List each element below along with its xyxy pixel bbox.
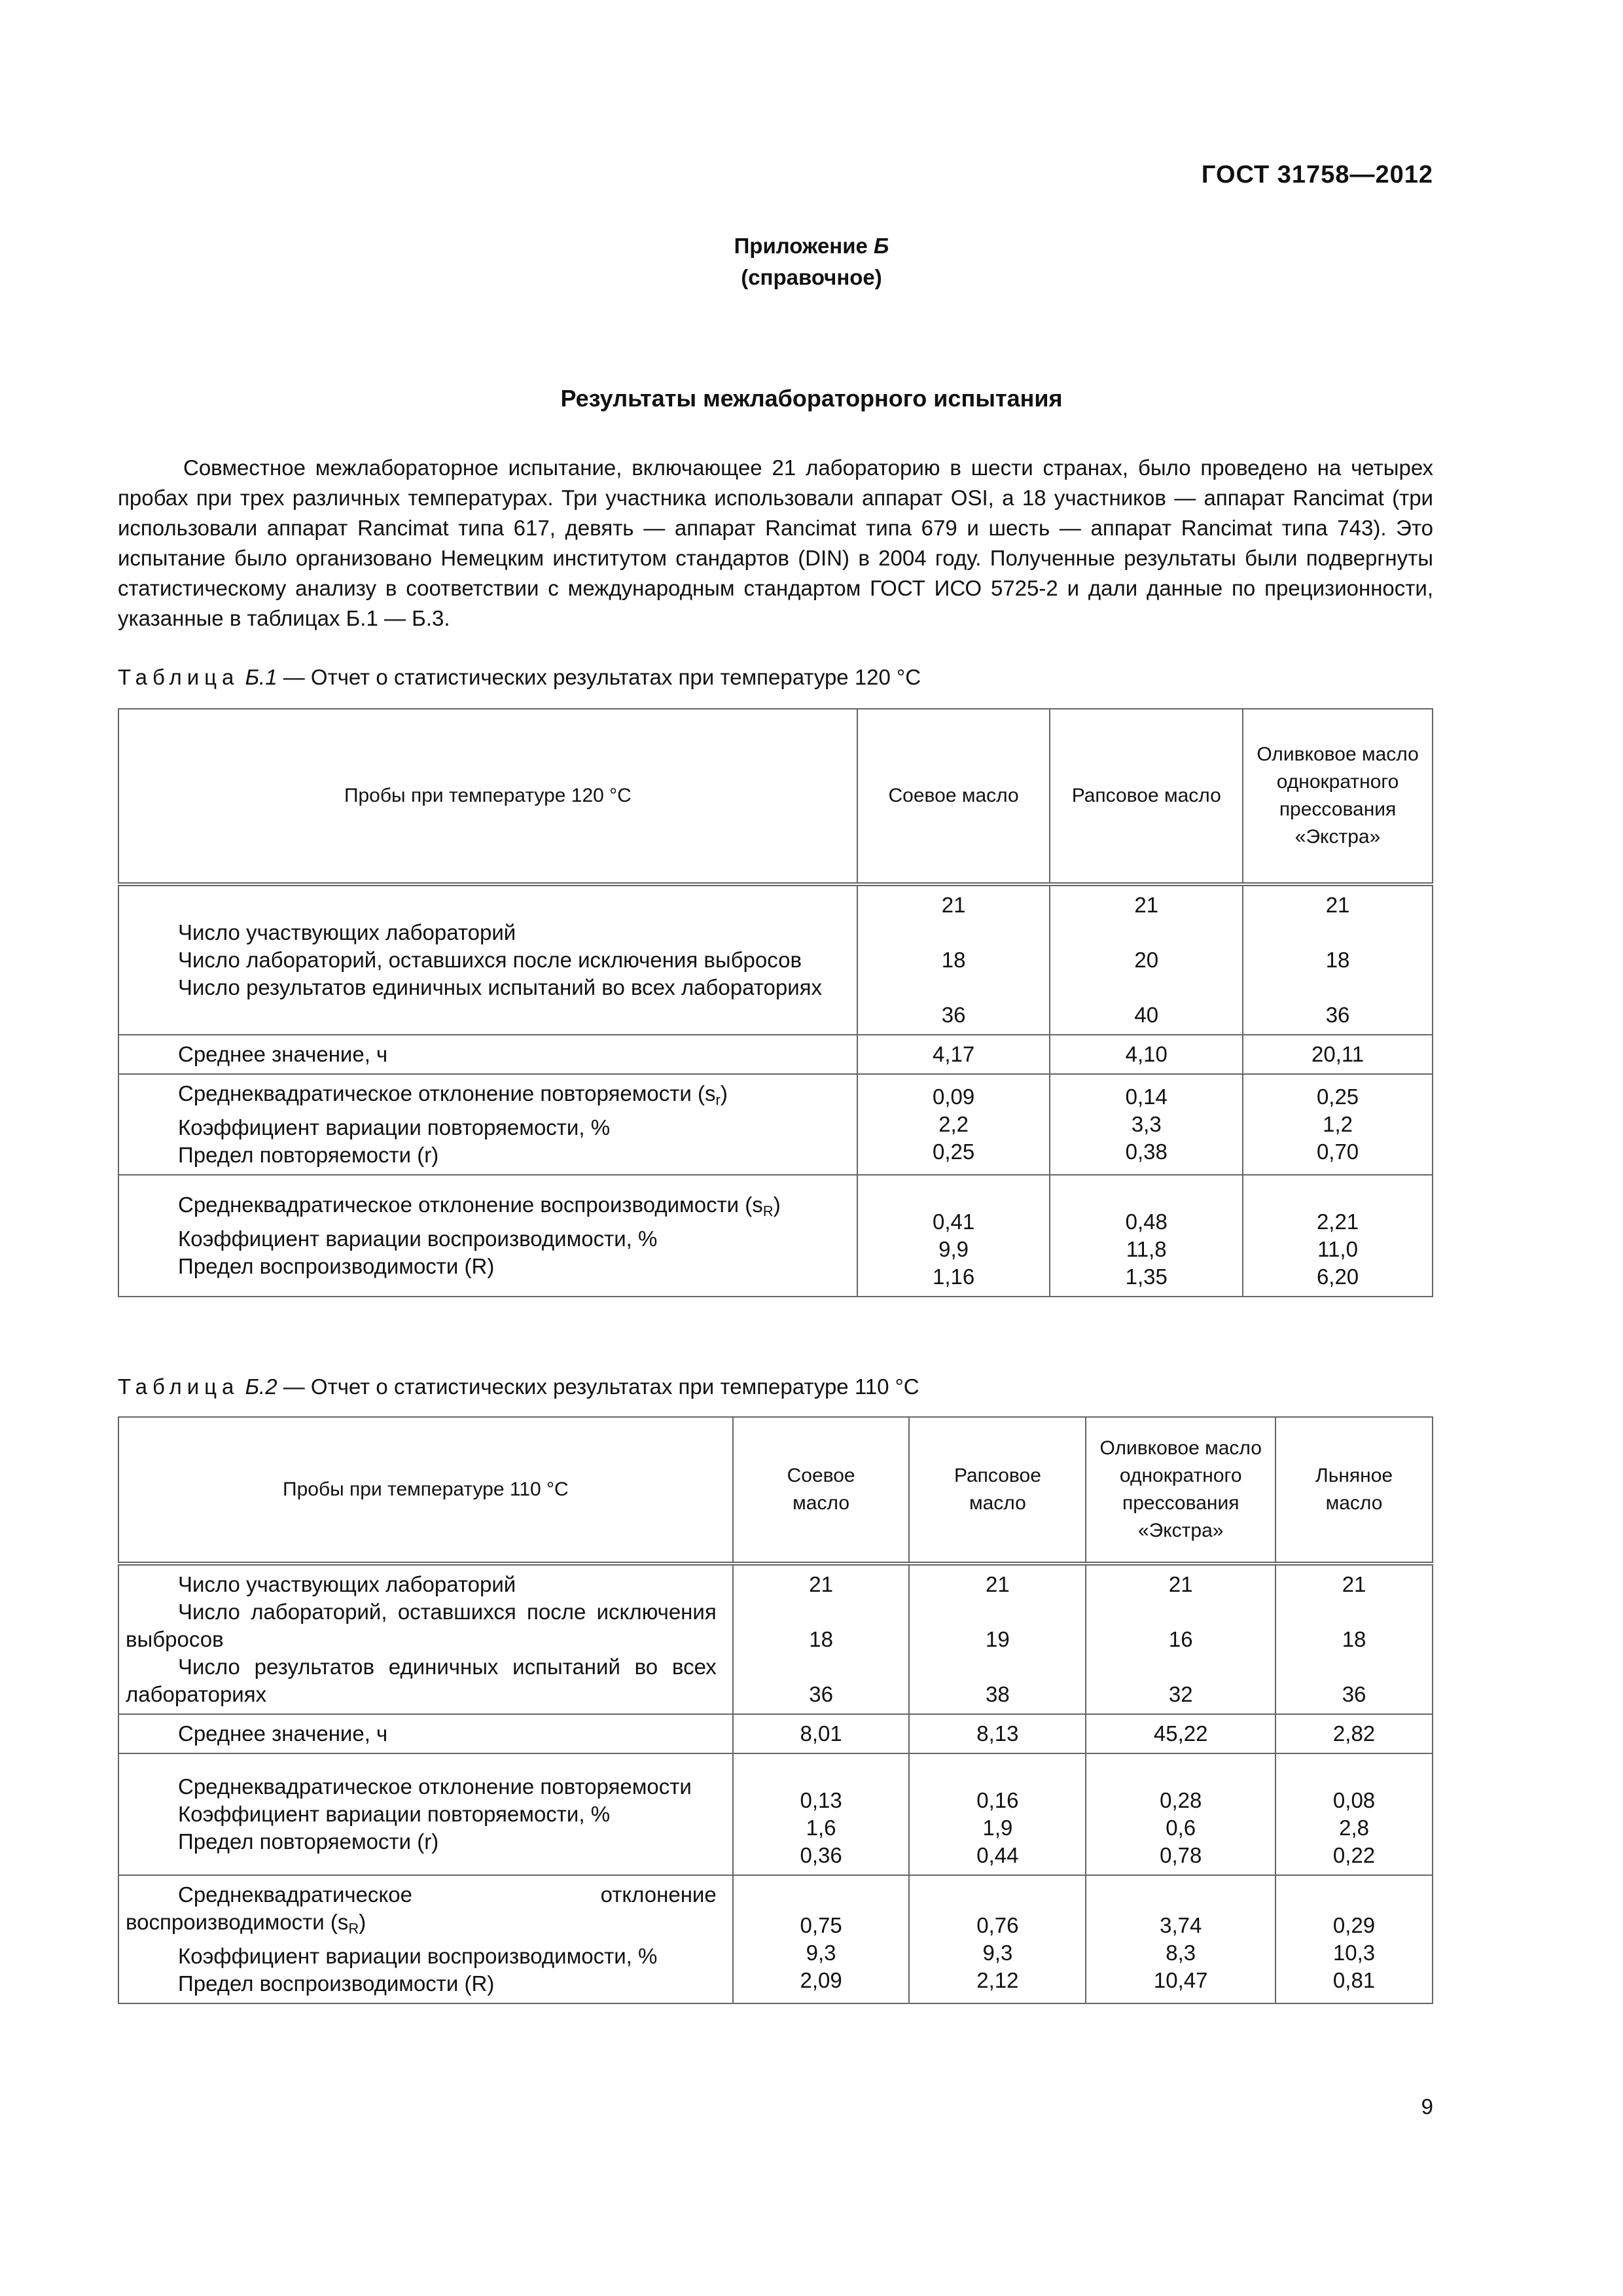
table1 [118,708,1433,1297]
table2-cell: 8,13 [909,1714,1086,1753]
cell-value: 0,25 [1316,1085,1359,1109]
cell-value: 18 [1325,948,1350,972]
symbol-close: ) [359,1910,366,1934]
symbol: (s [745,1193,763,1217]
cell-value: 3,74 [1160,1913,1202,1937]
row-label: Предел воспроизводимости (R) [178,1971,495,1996]
table2-labels-repeatability [118,1753,733,1875]
row-label: Среднее значение, ч [178,1721,388,1746]
table-row [118,1564,1433,1714]
table1-labels-reproducibility [118,1175,857,1297]
cell-value: 21 [1325,893,1350,917]
cell-value: 0,44 [976,1843,1019,1867]
cell-value: 11,0 [1317,1237,1358,1261]
row-label [126,1191,841,1225]
cell-value: 21 [1342,1572,1366,1596]
row-label: Число результатов единичных испытаний во всех лабораториях [178,975,823,999]
annex-prefix: Приложение [734,234,868,258]
cell-value: 36 [941,1003,966,1027]
table1-cell [1050,1074,1243,1175]
table1-caption-rest: — Отчет о статистических результатах при температуре 120 °С [277,665,921,689]
symbol-close: ) [773,1193,781,1217]
table2-cell: 45,22 [1086,1714,1275,1753]
cell-value: 0,81 [1332,1968,1376,1992]
cell-value: 40 [1134,1003,1159,1027]
row-label [126,1080,841,1114]
table2-cell [1275,1564,1433,1714]
cell-value: 2,8 [1339,1816,1369,1840]
document-code: ГОСТ 31758—2012 [1201,161,1433,188]
table2-cell [733,1753,910,1875]
table-row [118,1753,1433,1875]
table2-cell [733,1875,910,2003]
table2-caption-rest: — Отчет о статистических результатах при температуре 110 °С [277,1374,919,1399]
row-label: Предел повторяемости (r) [178,1829,439,1854]
table1-caption-num: Б.1 [245,665,277,689]
cell-value: 10,3 [1332,1941,1376,1965]
cell-value: 1,16 [932,1265,975,1289]
cell-value: 1,9 [982,1816,1013,1840]
section-title: Результаты межлабораторного испытания [560,385,1063,412]
row-label: Число результатов единичных испытаний во всех лабораториях [126,1655,717,1706]
row-label: Число лабораторий, оставшихся после исключения выбросов [126,1600,717,1651]
table2-caption-word: Таблица [118,1374,240,1399]
table2-header-olive: Оливковое масло однократного прессования «Экстра» [1086,1417,1275,1564]
table2-cell [733,1564,910,1714]
cell-value: 0,6 [1166,1816,1196,1840]
table1-cell [857,1074,1050,1175]
table2-cell [909,1564,1086,1714]
cell-value: 21 [809,1572,833,1596]
annex-type: (справочное) [741,265,882,289]
cell-value: 0,25 [932,1139,975,1164]
cell-value: 18 [809,1627,833,1651]
table1-cell [857,884,1050,1035]
cell-value: 0,36 [800,1843,842,1867]
table2-cell: 8,01 [733,1714,910,1753]
table1-cell [1050,1175,1243,1297]
cell-value: 0,09 [932,1085,975,1109]
row-label: Коэффициент вариации воспроизводимости, % [178,1944,658,1968]
cell-value: 9,3 [982,1941,1013,1965]
cell-value: 21 [986,1572,1010,1596]
intro-text: Совместное межлабораторное испытание, включающее 21 лабораторию в шести странах, было проведено на четырех пробах при трех различных температурах. Три участника использовали аппарат OSI, а 18 участников — аппарат Rancimat (три использовали аппарат Rancimat типа 617, девять — аппарат Rancimat типа 679 и шесть — аппарат Rancimat типа 743). Это испытание было организовано Немецким институтом стандартов (DIN) в 2004 году. Полученные результаты были подвергнуты статистическому анализу в соответствии с международным стандартом ГОСТ ИСО 5725-2 и дали данные по прецизионности, указанные в таблицах Б.1 — Б.3. [118,456,1433,630]
row-label: Коэффициент вариации повторяемости, % [178,1802,611,1826]
table2-cell [909,1753,1086,1875]
cell-value: 38 [986,1682,1010,1706]
table2-cell [1086,1753,1275,1875]
table1-labels-counts [118,884,857,1035]
symbol: (s [330,1910,349,1934]
row-label: Число участвующих лабораторий [178,920,516,944]
table-row [118,1875,1433,2003]
row-label: Предел повторяемости (r) [178,1143,439,1167]
row-label: Коэффициент вариации воспроизводимости, % [178,1227,658,1251]
table1-cell: 4,10 [1050,1035,1243,1074]
cell-value: 6,20 [1316,1265,1359,1289]
cell-value: 0,76 [976,1913,1019,1937]
cell-value: 0,28 [1160,1788,1202,1812]
cell-value: 32 [1168,1682,1193,1706]
table-row [118,1035,1433,1074]
cell-value: 2,21 [1316,1210,1359,1234]
cell-value: 21 [941,893,966,917]
cell-value: 10,47 [1153,1968,1208,1992]
cell-value: 0,22 [1332,1843,1376,1867]
table1-labels-repeatability [118,1074,857,1175]
cell-value: 21 [1134,893,1159,917]
row-label-text: Среднеквадратическое отклонение воспроизводимости [178,1193,740,1217]
table1-caption [118,665,921,690]
symbol-sub: R [762,1203,774,1219]
cell-value: 2,09 [800,1968,842,1992]
cell-value: 0,48 [1125,1210,1168,1234]
table2-header-samples: Пробы при температуре 110 °С [118,1417,733,1564]
table2-caption-num: Б.2 [245,1374,277,1399]
cell-value: 9,9 [938,1237,969,1261]
cell-value: 0,13 [800,1788,842,1812]
table2-header-soy: Соевое масло [733,1417,910,1564]
row-label-text: Среднеквадратическое отклонение повторяемости [178,1081,692,1105]
table2-cell [1275,1753,1433,1875]
table2-caption [118,1374,919,1399]
table1-header-olive: Оливковое масло однократного прессования «Экстра» [1243,709,1433,884]
row-label: Среднеквадратическое отклонение повторяемости [178,1774,692,1799]
symbol-sub: R [348,1920,359,1937]
table1-cell [1243,884,1433,1035]
table2-cell [1086,1564,1275,1714]
row-label-text: Среднеквадратическое отклонение воспроизводимости [126,1882,717,1934]
cell-value: 0,38 [1125,1139,1168,1164]
cell-value: 0,78 [1160,1843,1202,1867]
cell-value: 0,75 [800,1913,842,1937]
cell-value: 11,8 [1126,1237,1167,1261]
annex-heading [0,230,1623,293]
table-row [118,1714,1433,1753]
table1-label-mean [118,1035,857,1074]
table2-cell [1275,1875,1433,2003]
cell-value: 36 [1342,1682,1366,1706]
table1-cell [1050,884,1243,1035]
table2-header-linseed: Льняное масло [1275,1417,1433,1564]
symbol-close: ) [720,1081,728,1105]
cell-value: 0,41 [932,1210,975,1234]
cell-value: 0,70 [1316,1139,1359,1164]
table1-cell [1243,1074,1433,1175]
cell-value: 2,2 [938,1112,969,1136]
cell-value: 16 [1168,1627,1193,1651]
table1-cell [857,1175,1050,1297]
symbol: (s [698,1081,716,1105]
row-label: Число лабораторий, оставшихся после исключения выбросов [178,948,802,972]
cell-value: 1,6 [806,1816,836,1840]
row-label: Среднее значение, ч [178,1042,388,1066]
table1-cell [1243,1175,1433,1297]
table-row [118,1175,1433,1297]
cell-value: 0,14 [1125,1085,1168,1109]
table2-cell: 2,82 [1275,1714,1433,1753]
table-row [118,884,1433,1035]
cell-value: 9,3 [806,1941,836,1965]
table2-label-mean [118,1714,733,1753]
table2 [118,1416,1433,2004]
intro-paragraph [118,453,1433,634]
cell-value: 18 [941,948,966,972]
cell-value: 36 [809,1682,833,1706]
table1-header-rapeseed: Рапсовое масло [1050,709,1243,884]
cell-value: 18 [1342,1627,1366,1651]
row-label: Коэффициент вариации повторяемости, % [178,1115,611,1139]
table2-cell [909,1875,1086,2003]
table2-header-rapeseed: Рапсовое масло [909,1417,1086,1564]
table1-header-soy: Соевое масло [857,709,1050,884]
cell-value: 8,3 [1166,1941,1196,1965]
cell-value: 0,29 [1332,1913,1376,1937]
table-row [118,1074,1433,1175]
row-label: Предел воспроизводимости (R) [178,1254,495,1278]
table2-labels-counts [118,1564,733,1714]
row-label: Число участвующих лабораторий [178,1572,516,1596]
table1-cell: 20,11 [1243,1035,1433,1074]
page-number: 9 [1421,2094,1433,2119]
annex-letter: Б [874,234,889,258]
table2-cell [1086,1875,1275,2003]
cell-value: 20 [1134,948,1159,972]
table1-caption-word: Таблица [118,665,240,689]
cell-value: 1,35 [1125,1265,1168,1289]
table1-cell: 4,17 [857,1035,1050,1074]
cell-value: 36 [1325,1003,1350,1027]
cell-value: 1,2 [1323,1112,1353,1136]
row-label [126,1881,717,1943]
cell-value: 3,3 [1131,1112,1162,1136]
table1-header-samples: Пробы при температуре 120 °С [118,709,857,884]
cell-value: 19 [986,1627,1010,1651]
cell-value: 0,08 [1332,1788,1376,1812]
cell-value: 21 [1168,1572,1193,1596]
cell-value: 2,12 [976,1968,1019,1992]
table2-labels-reproducibility [118,1875,733,2003]
cell-value: 0,16 [976,1788,1019,1812]
symbol-sub: r [715,1092,721,1108]
